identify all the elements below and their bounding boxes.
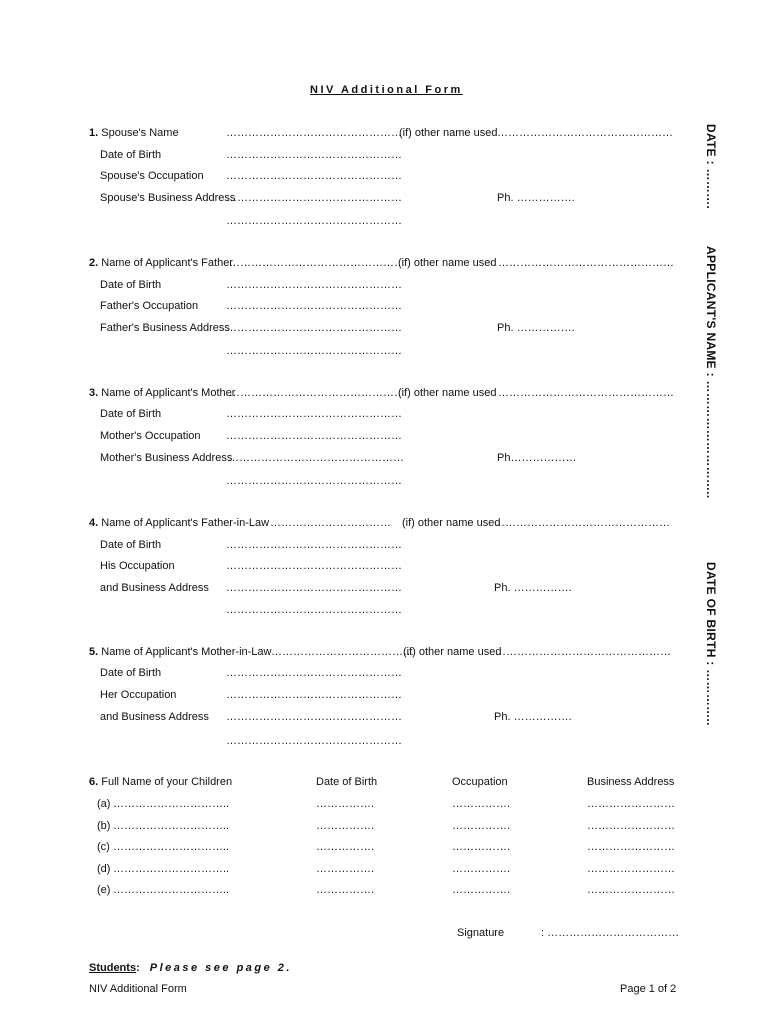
father-in-law-name-field[interactable]: …………………………… xyxy=(270,517,391,529)
father-in-law-name-label: Name of Applicant's Father-in-Law xyxy=(101,517,270,529)
child-name-field[interactable]: ………………………….. xyxy=(113,841,230,853)
section-number: 3. xyxy=(89,387,99,399)
spouse-business-address-label: Spouse's Business Address xyxy=(100,192,236,204)
spouse-business-address-field[interactable]: ………………………………………… xyxy=(226,192,402,204)
child-address-field[interactable]: …………………… xyxy=(587,884,675,896)
footer-form-name: NIV Additional Form xyxy=(89,983,187,995)
form-title: NIV Additional Form xyxy=(310,84,463,96)
spouse-dob-field[interactable]: ………………………………………… xyxy=(226,149,402,161)
mother-in-law-dob-field[interactable]: ………………………………………… xyxy=(226,667,402,679)
spouse-other-name-field[interactable]: ………………………………………… xyxy=(497,127,673,139)
child-address-field[interactable]: …………………… xyxy=(587,820,675,832)
students-colon: : xyxy=(136,962,140,974)
child-dob-field[interactable]: ……………. xyxy=(316,841,375,853)
father-business-address-label: Father's Business Address xyxy=(100,322,230,334)
child-row-label: (d) xyxy=(97,863,111,875)
mother-in-law-dob-label: Date of Birth xyxy=(100,667,162,679)
mother-dob-field[interactable]: ………………………………………… xyxy=(226,408,402,420)
spouse-name-field[interactable]: ………………………………………… xyxy=(226,127,402,139)
child-name-field[interactable]: ………………………….. xyxy=(113,863,230,875)
father-business-address-field[interactable]: ………………………………………… xyxy=(226,322,402,334)
father-name-field[interactable]: ………………………………………… xyxy=(229,257,405,269)
child-occupation-field[interactable]: ……………. xyxy=(452,798,511,810)
mother-name-label: Name of Applicant's Mother xyxy=(101,387,236,399)
mother-in-law-business-address-line2[interactable]: ………………………………………… xyxy=(226,735,402,747)
students-note xyxy=(89,962,292,974)
father-dob-label: Date of Birth xyxy=(100,279,162,291)
mother-other-name-field[interactable]: ………………………………………… xyxy=(498,387,674,399)
mother-name-field[interactable]: ………………………………………… xyxy=(229,387,405,399)
mother-other-name-label: (if) other name used xyxy=(398,387,497,399)
child-dob-field[interactable]: ……………. xyxy=(316,820,375,832)
child-name-field[interactable]: ………………………….. xyxy=(113,820,230,832)
mother-in-law-business-address-field[interactable]: ………………………………………… xyxy=(226,711,402,723)
spouse-occupation-field[interactable]: ………………………………………… xyxy=(226,170,402,182)
sidebar-date: DATE : ………. xyxy=(704,124,718,210)
mother-occupation-field[interactable]: ………………………………………… xyxy=(226,430,402,442)
mother-in-law-phone-field[interactable]: Ph. ……………. xyxy=(494,711,572,723)
children-address-header: Business Address xyxy=(587,776,675,788)
father-in-law-occupation-label: His Occupation xyxy=(100,560,175,572)
father-in-law-phone-field[interactable]: Ph. ……………. xyxy=(494,582,572,594)
sidebar-date-of-birth: DATE OF BIRTH : ………….. xyxy=(704,562,718,726)
mother-business-address-line2[interactable]: ………………………………………… xyxy=(226,475,402,487)
mother-in-law-name-field[interactable]: ………………………………… xyxy=(271,646,414,658)
mother-business-address-field[interactable]: ………………………………………… xyxy=(228,452,404,464)
spouse-occupation-label: Spouse's Occupation xyxy=(100,170,204,182)
father-in-law-other-name-field[interactable]: ………………………………………… xyxy=(494,517,670,529)
section-number: 5. xyxy=(89,646,99,658)
spouse-business-address-line2[interactable]: ………………………………………… xyxy=(226,215,402,227)
child-address-field[interactable]: …………………… xyxy=(587,798,675,810)
spouse-name-label: Spouse's Name xyxy=(101,127,179,139)
section-number: 1. xyxy=(89,127,99,139)
sidebar-applicant-name: APPLICANT'S NAME : ……………………….. xyxy=(704,246,718,499)
father-dob-field[interactable]: ………………………………………… xyxy=(226,279,402,291)
mother-in-law-business-address-label: and Business Address xyxy=(100,711,209,723)
child-address-field[interactable]: …………………… xyxy=(587,863,675,875)
child-row-label: (e) xyxy=(97,884,111,896)
child-dob-field[interactable]: ……………. xyxy=(316,884,375,896)
children-dob-header: Date of Birth xyxy=(316,776,378,788)
signature-field[interactable]: : ……………………………… xyxy=(541,927,680,939)
section-number: 4. xyxy=(89,517,99,529)
child-occupation-field[interactable]: ……………. xyxy=(452,863,511,875)
child-row-label: (a) xyxy=(97,798,111,810)
father-in-law-dob-field[interactable]: ………………………………………… xyxy=(226,539,402,551)
child-occupation-field[interactable]: ……………. xyxy=(452,820,511,832)
students-text: Please see page 2. xyxy=(149,962,292,974)
child-occupation-field[interactable]: ……………. xyxy=(452,841,511,853)
child-row-label: (c) xyxy=(97,841,110,853)
spouse-other-name-label: (if) other name used xyxy=(399,127,498,139)
section-number: 6. xyxy=(89,776,99,788)
mother-in-law-other-name-field[interactable]: ………………………………………… xyxy=(495,646,671,658)
father-in-law-occupation-field[interactable]: ………………………………………… xyxy=(226,560,402,572)
signature-label: Signature xyxy=(457,927,505,939)
father-in-law-other-name-label: (if) other name used xyxy=(402,517,501,529)
spouse-phone-field[interactable]: Ph. ……………. xyxy=(497,192,575,204)
child-name-field[interactable]: ………………………….. xyxy=(113,884,230,896)
child-dob-field[interactable]: ……………. xyxy=(316,798,375,810)
child-dob-field[interactable]: ……………. xyxy=(316,863,375,875)
child-address-field[interactable]: …………………… xyxy=(587,841,675,853)
mother-in-law-occupation-label: Her Occupation xyxy=(100,689,177,701)
child-name-field[interactable]: ………………………….. xyxy=(113,798,230,810)
spouse-dob-label: Date of Birth xyxy=(100,149,162,161)
mother-occupation-label: Mother's Occupation xyxy=(100,430,201,442)
child-occupation-field[interactable]: ……………. xyxy=(452,884,511,896)
section-number: 2. xyxy=(89,257,99,269)
mother-in-law-other-name-label: (if) other name used xyxy=(403,646,502,658)
father-occupation-label: Father's Occupation xyxy=(100,300,199,312)
mother-phone-field[interactable]: Ph……………… xyxy=(497,452,577,464)
mother-dob-label: Date of Birth xyxy=(100,408,162,420)
footer-page-number: Page 1 of 2 xyxy=(620,983,677,995)
father-in-law-dob-label: Date of Birth xyxy=(100,539,162,551)
children-name-header: Full Name of your Children xyxy=(101,776,233,788)
father-in-law-business-address-label: and Business Address xyxy=(100,582,209,594)
students-label: Students xyxy=(89,962,137,974)
mother-in-law-name-label: Name of Applicant's Mother-in-Law xyxy=(101,646,272,658)
father-in-law-business-address-line2[interactable]: ………………………………………… xyxy=(226,604,402,616)
father-phone-field[interactable]: Ph. ……………. xyxy=(497,322,575,334)
child-row-label: (b) xyxy=(97,820,111,832)
father-other-name-field[interactable]: ………………………………………… xyxy=(498,257,674,269)
father-in-law-business-address-field[interactable]: ………………………………………… xyxy=(226,582,402,594)
father-business-address-line2[interactable]: ………………………………………… xyxy=(226,345,402,357)
father-occupation-field[interactable]: ………………………………………… xyxy=(226,300,402,312)
mother-business-address-label: Mother's Business Address xyxy=(100,452,233,464)
mother-in-law-occupation-field[interactable]: ………………………………………… xyxy=(226,689,402,701)
children-occupation-header: Occupation xyxy=(452,776,508,788)
father-other-name-label: (if) other name used xyxy=(398,257,497,269)
father-name-label: Name of Applicant's Father xyxy=(101,257,233,269)
